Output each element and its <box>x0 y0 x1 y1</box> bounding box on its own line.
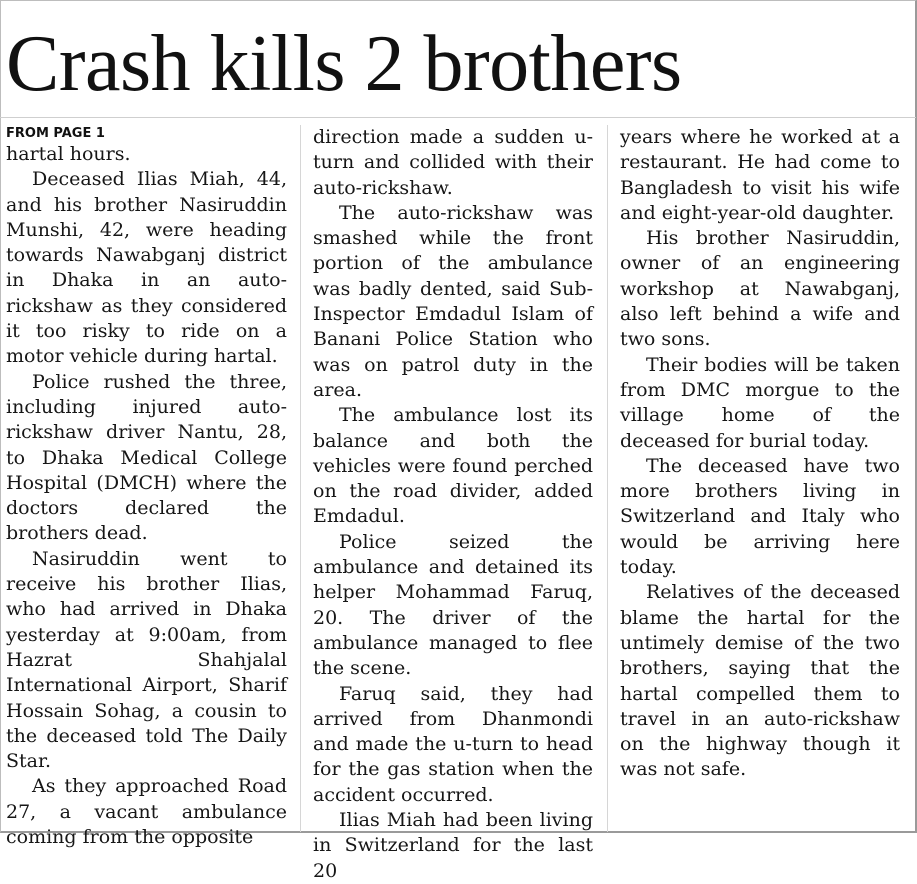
paragraph: Ilias Miah had been living in Switzerland for the last 20 <box>313 809 593 882</box>
paragraph: Police seized the ambulance and detained its helper Mohammad Faruq, 20. The driver of the ambulance managed to flee the scene. <box>313 530 593 680</box>
article-column-3 <box>620 125 900 832</box>
paragraph: Relatives of the deceased blame the hartal for the untimely demise of the two brothers, saying that the hartal compelled them to travel in an auto-rickshaw on the highway though it was not safe. <box>620 581 900 781</box>
paragraph: hartal hours. <box>6 143 131 165</box>
paragraph: The ambulance lost its balance and both the vehicles were found perched on the road divider, added Emdadul. <box>313 404 593 528</box>
paragraph: The auto-rickshaw was smashed while the front portion of the ambulance was badly dented, said Sub-Inspector Emdadul Islam of Banani Police Station who was on patrol duty in the area. <box>313 201 593 401</box>
headline: Crash kills 2 brothers <box>6 20 682 108</box>
headline-rule <box>0 117 916 118</box>
jump-kicker: FROM PAGE 1 <box>6 126 105 141</box>
paragraph: Faruq said, they had arrived from Dhanmondi and made the u-turn to head for the gas station when the accident occurred. <box>313 682 593 806</box>
paragraph: Police rushed the three, including injured auto-rickshaw driver Nantu, 28, to Dhaka Medical College Hospital (DMCH) where the doctors declared the brothers dead. <box>6 370 287 545</box>
paragraph: The deceased have two more brothers living in Switzerland and Italy who would be arriving here today. <box>620 454 900 579</box>
column-divider <box>607 125 608 832</box>
column-divider <box>300 125 301 832</box>
paragraph: Deceased Ilias Miah, 44, and his brother Nasiruddin Munshi, 42, were heading towards Nawabganj district in Dhaka in an auto-rickshaw as they considered it too risky to ride on a motor vehicle during hartal. <box>6 168 287 368</box>
paragraph: His brother Nasiruddin, owner of an engineering workshop at Nawabganj, also left behind a wife and two sons. <box>620 227 900 351</box>
paragraph: years where he worked at a restaurant. He had come to Bangladesh to visit his wife and eight-year-old daughter. <box>620 126 900 224</box>
article-column-1 <box>6 125 287 849</box>
paragraph: direction made a sudden u-turn and collided with their auto-rickshaw. <box>313 126 593 199</box>
article-column-2 <box>313 125 593 882</box>
paragraph: Nasiruddin went to receive his brother Ilias, who had arrived in Dhaka yesterday at 9:00am, from Hazrat Shahjalal International Airport, Sharif Hossain Sohag, a cousin to the deceased told The Daily Star. <box>6 547 287 773</box>
paragraph: Their bodies will be taken from DMC morgue to the village home of the deceased for burial today. <box>620 353 900 452</box>
paragraph: As they approached Road 27, a vacant ambulance coming from the opposite <box>6 775 287 849</box>
